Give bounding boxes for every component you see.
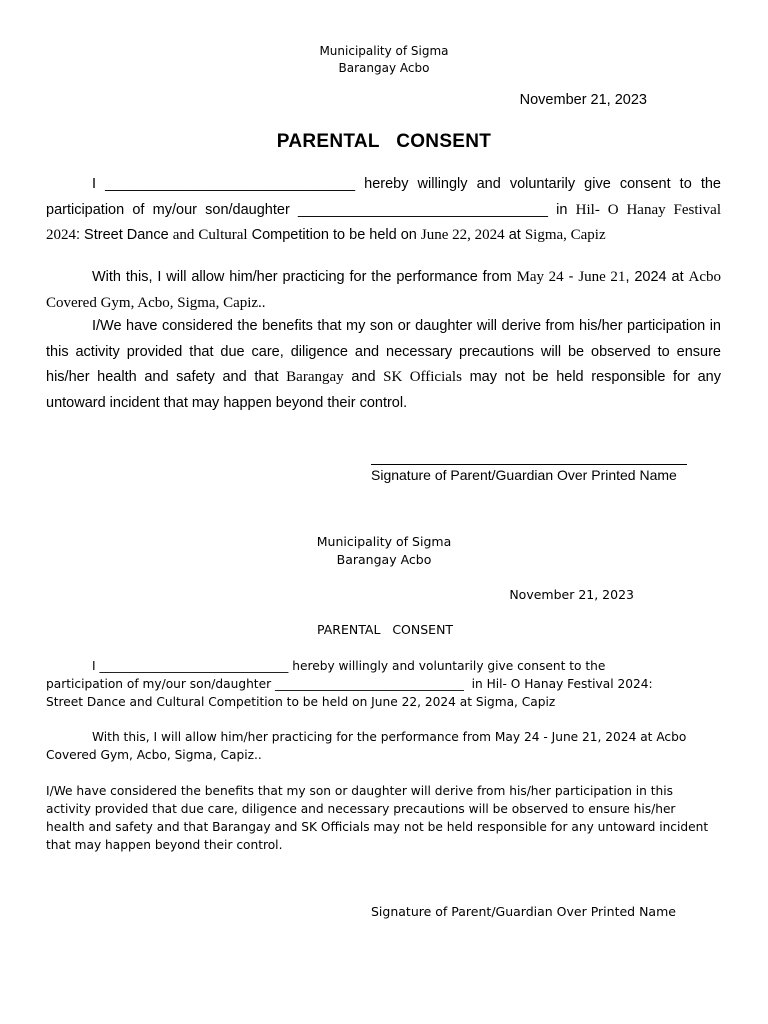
header-line-barangay: Barangay Acbo xyxy=(336,552,432,567)
document-date: November 21, 2023 xyxy=(519,92,647,108)
signature-label-copy: Signature of Parent/Guardian Over Printed Name xyxy=(371,904,676,919)
practice-text: With this, I will allow him/her practicing for the performance from xyxy=(92,269,512,285)
consent-paragraph-3-copy xyxy=(46,782,746,854)
document-title-copy: PARENTAL CONSENT xyxy=(317,622,454,637)
consent-text: hereby willingly and voluntarily give consent to the participation of my/our son/daughter xyxy=(46,176,721,218)
competition-text: Competition to be held on xyxy=(251,227,417,243)
practice-year: , 2024 at xyxy=(625,269,684,285)
responsibility-text: may not be held responsible for any untoward incident that may happen beyond their control. xyxy=(46,369,722,411)
parent-name-blank: _______________________________ xyxy=(105,176,356,192)
date-dash: - xyxy=(563,269,579,285)
header-municipality-copy xyxy=(0,533,768,569)
consent-paragraph-2 xyxy=(46,265,721,316)
i-label: I xyxy=(92,176,97,192)
para2-line1: With this, I will allow him/her practicing for the performance from May 24 - June 21, 2024 at Acbo xyxy=(92,730,687,744)
street-dance-text: : Street Dance xyxy=(76,227,169,243)
consent-paragraph-1 xyxy=(46,172,721,249)
header-line-municipality: Municipality of Sigma xyxy=(316,534,452,549)
signature-label: Signature of Parent/Guardian Over Printed Name xyxy=(371,467,677,483)
header-line-barangay: Barangay Acbo xyxy=(338,61,430,75)
document-title: PARENTAL CONSENT xyxy=(276,131,492,152)
barangay-word: Barangay xyxy=(286,369,344,385)
document-date-copy: November 21, 2023 xyxy=(509,587,634,602)
header-line-municipality: Municipality of Sigma xyxy=(319,44,449,58)
consent-paragraph-1-copy xyxy=(46,657,736,711)
in-word: in xyxy=(556,201,568,218)
para2-line2: Covered Gym, Acbo, Sigma, Capiz.. xyxy=(46,748,262,762)
consent-paragraph-2-copy xyxy=(46,728,736,764)
at-word: at xyxy=(508,227,521,243)
para3-line4: that may happen beyond their control. xyxy=(46,838,283,852)
festival-name: Hil- O Hanay Festival 2024 xyxy=(46,201,722,243)
benefits-text: I/We have considered the benefits that my son or daughter will derive from his/her participation in this activity provided that due care, diligence and necessary precautions will be observed to ensure his/her health and safety and that xyxy=(46,318,721,385)
para1-line2: participation of my/our son/daughter _______________________________ in Hil- O Hanay Festival 2024: xyxy=(46,677,653,691)
child-name-blank: _______________________________ xyxy=(297,201,548,218)
para1-line1: I _______________________________ hereby willingly and voluntarily give consent to the xyxy=(92,659,606,673)
practice-start-date: May 24 xyxy=(516,269,564,285)
para3-line1: I/We have considered the benefits that my son or daughter will derive from his/her participation in this xyxy=(46,784,674,798)
practice-end-date: June 21 xyxy=(578,269,626,285)
para3-line2: activity provided that due care, diligence and necessary precautions will be observed to ensure his/her xyxy=(46,802,676,816)
sk-officials: SK Officials xyxy=(383,369,462,385)
para1-line3: Street Dance and Cultural Competition to be held on June 22, 2024 at Sigma, Capiz xyxy=(46,695,556,709)
event-venue: Sigma, Capiz xyxy=(524,227,606,243)
and-word: and xyxy=(172,227,195,243)
para3-line3: health and safety and that Barangay and SK Officials may not be held responsible for any untoward incident xyxy=(46,820,709,834)
consent-paragraph-3 xyxy=(46,314,721,416)
header-municipality xyxy=(0,43,768,77)
cultural-word: Cultural xyxy=(198,227,248,243)
signature-line xyxy=(371,464,687,465)
and-word: and xyxy=(351,369,376,385)
event-date: June 22, 2024 xyxy=(420,227,505,243)
practice-venue: Acbo Covered Gym, Acbo, Sigma, Capiz.. xyxy=(46,269,722,311)
